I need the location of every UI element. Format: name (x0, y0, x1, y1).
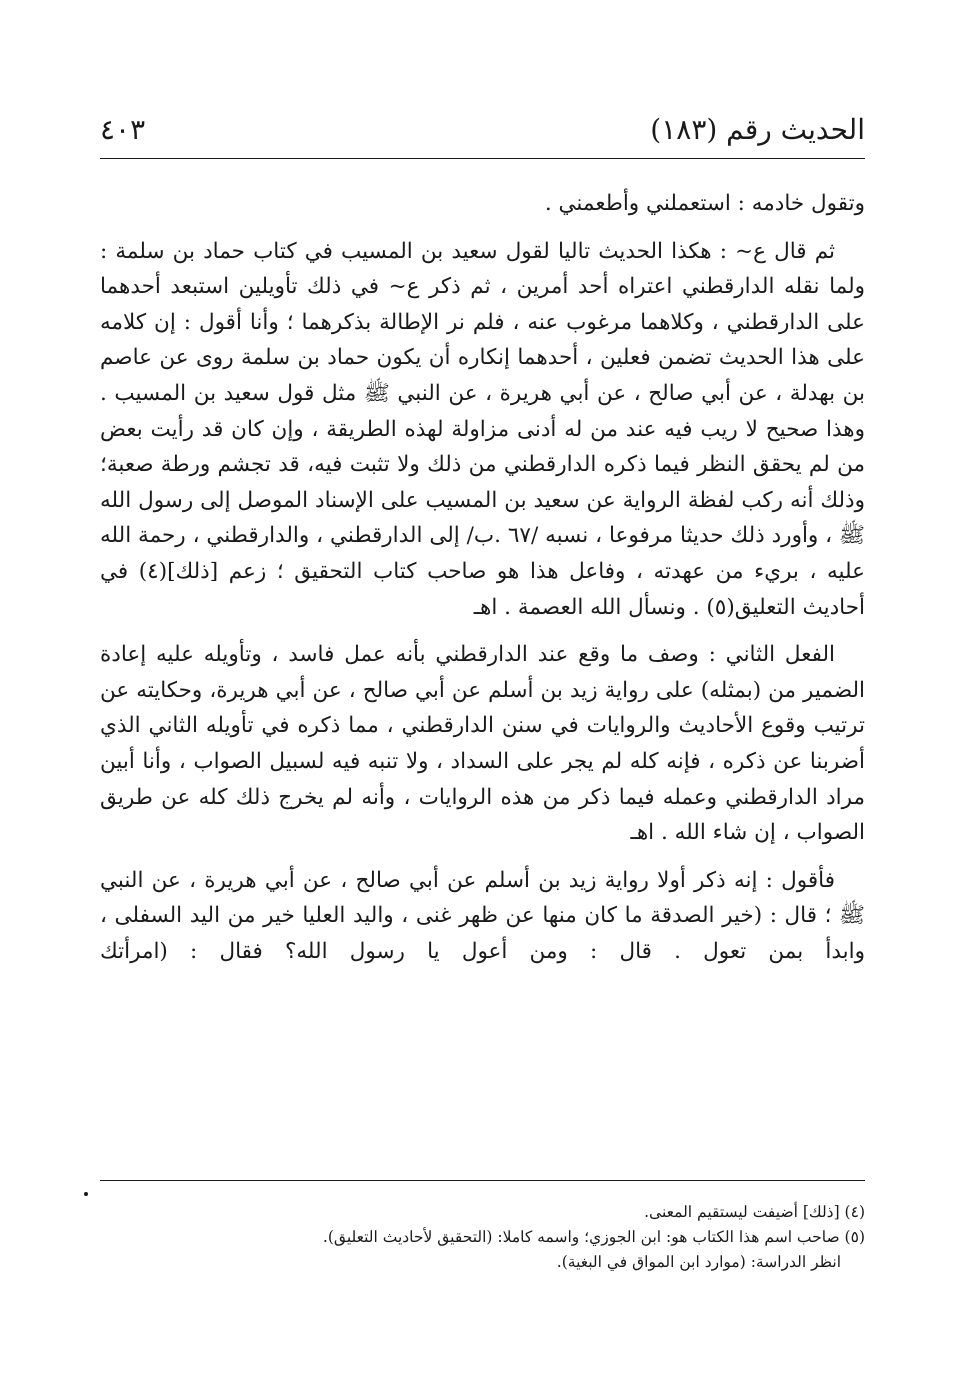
paragraph-reply: فأقول : إنه ذكر أولا رواية زيد بن أسلم عن أبي صالح ، عن أبي هريرة ، عن النبي ﷺ ؛ قال : (خير الصدقة ما كان منها عن ظهر غنى ، واليد العليا خير من اليد السفلى ، وابدأ بمن تعول . قال : ومن أعول يا رسول الله؟ فقال : (امرأتك (100, 867, 865, 964)
book-page (100, 0, 865, 1388)
paragraph-second-act: الفعل الثاني : وصف ما وقع عند الدارقطني بأنه عمل فاسد ، وتأويله عليه إعادة الضمير من (بمثله) على رواية زيد بن أسلم عن أبي صالح ، عن أبي هريرة، وحكايته عن ترتيب وقوع الأحاديث والروايات في سنن الدارقطني ، مما ذكره في تأويله الثاني الذي أضربنا عن ذكره ، فإنه كله لم يجر على السداد ، ولا تنبه فيه لسبيل الصواب ، وأنا أبين مراد الدارقطني وعمله فيما ذكر من هذه الروايات ، وأنه لم يخرج ذلك كله عن طريق الصواب ، إن شاء الله . اهـ (100, 642, 865, 846)
header-divider (100, 158, 865, 159)
footnote-4: (٤) [ذلك] أضيفت ليستقيم المعنى. (644, 1203, 865, 1221)
page-number: ٤٠٣ (100, 113, 146, 146)
page-header (100, 110, 865, 154)
main-text (100, 186, 865, 969)
print-speck (84, 1192, 88, 1196)
footnote-divider (100, 1180, 865, 1181)
paragraph-first-act: ثم قال ع~ : هكذا الحديث تاليا لقول سعيد بن المسيب في كتاب حماد بن سلمة : ولما نقله الدارقطني اعتراه أحد أمرين ، ثم ذكر ع~ في ذلك تأويلين استبعد أحدهما على الدارقطني ، وكلاهما مرغوب عنه ، فلم نر الإطالة بذكرهما ؛ وأنا أقول : إن كلامه على هذا الحديث تضمن فعلين ، أحدهما إنكاره أن يكون حماد بن سلمة روى عن عاصم بن بهدلة ، عن أبي صالح ، عن أبي هريرة ، عن النبي ﷺ مثل قول سعيد بن المسيب . وهذا صحيح لا ريب فيه عند من له أدنى مزاولة لهذه الطريقة ، وإن كان قد رأيت بعض من لم يحقق النظر فيما ذكره الدارقطني من ذلك ولا تثبت فيه، قد تجشم ورطة صعبة؛ وذلك أنه ركب لفظة الرواية عن سعيد بن المسيب على الإسناد الموصل إلى رسول الله ﷺ ، وأورد ذلك حديثا مرفوعا ، نسبه /٦٧ .ب/ إلى الدارقطني ، والدارقطني ، رحمة الله عليه ، بريء من عهدته ، وفاعل هذا هو صاحب كتاب التحقيق ؛ زعم [ذلك](٤) في أحاديث التعليق(٥) . ونسأل الله العصمة . اهـ (100, 238, 865, 620)
running-title: الحديث رقم (١٨٣) (650, 113, 865, 146)
footnote-5-continuation: انظر الدراسة: (موارد ابن المواق في البغية). (556, 1253, 841, 1271)
paragraph-servant-quote: وتقول خادمه : استعملني وأطعمني . (544, 191, 865, 216)
footnote-5: (٥) صاحب اسم هذا الكتاب هو: ابن الجوزي؛ واسمه كاملا: (التحقيق لأحاديث التعليق). (322, 1228, 865, 1246)
footnotes (100, 1200, 865, 1275)
